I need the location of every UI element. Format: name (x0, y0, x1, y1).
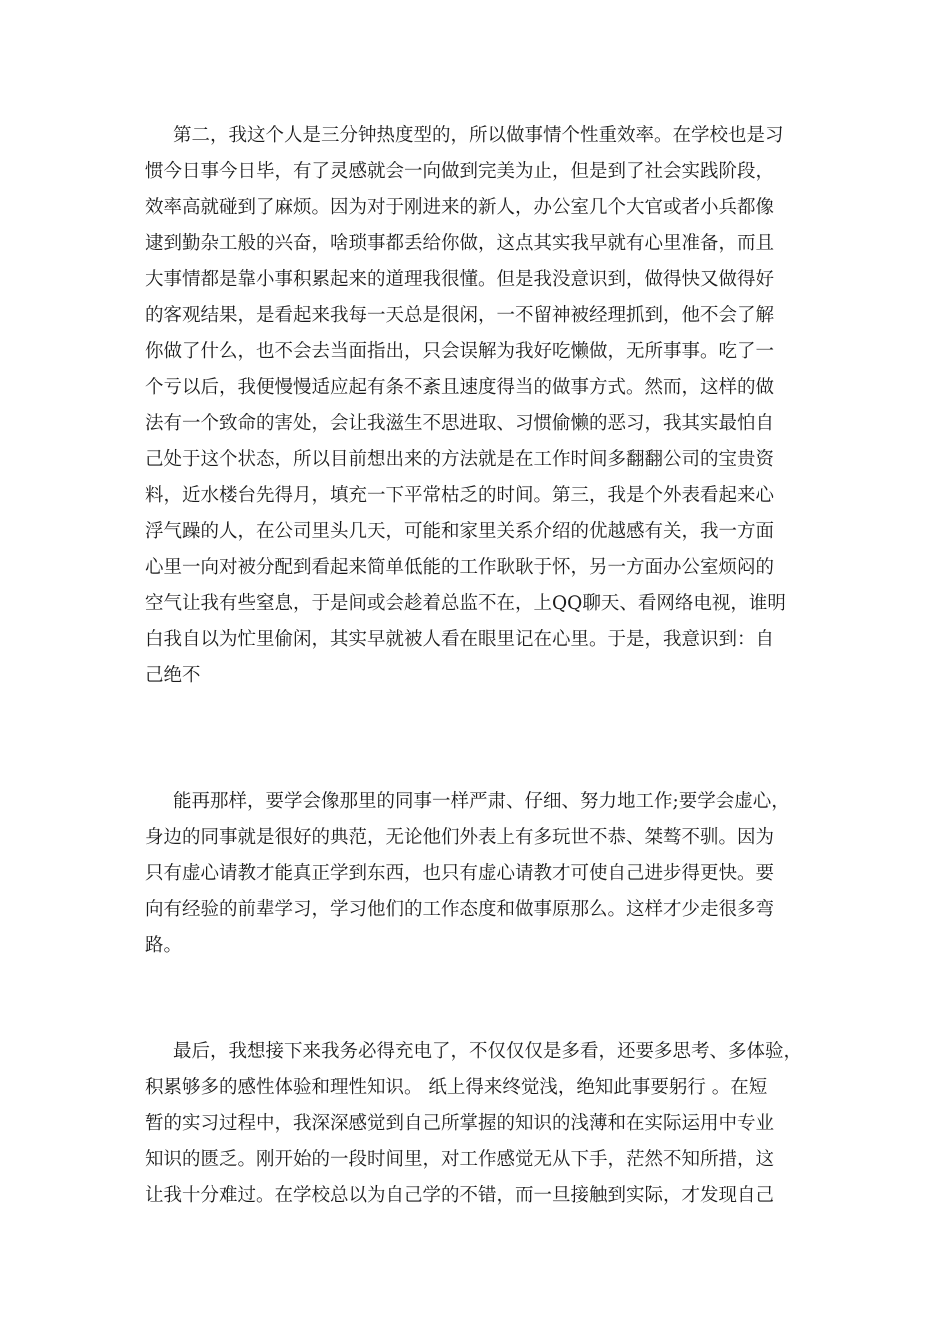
paragraph-line: 浮气躁的人，在公司里头几天，可能和家里关系介绍的优越感有关，我一方面 (145, 521, 775, 542)
paragraph-line: 大事情都是靠小事积累起来的道理我很懂。但是我没意识到，做得快又做得好 (145, 269, 775, 290)
paragraph-line: 法有一个致命的害处，会让我滋生不思进取、习惯偷懒的恶习，我其实最怕自 (145, 413, 775, 434)
paragraph-line: 向有经验的前辈学习，学习他们的工作态度和做事原那么。这样才少走很多弯 (145, 899, 775, 920)
paragraph-line: 只有虚心请教才能真正学到东西，也只有虚心请教才可使自己进步得更快。要 (145, 863, 775, 884)
paragraph-line: 能再那样，要学会像那里的同事一样严肃、仔细、努力地工作;要学会虚心， (173, 791, 790, 812)
paragraph-line: 惯今日事今日毕，有了灵感就会一向做到完美为止，但是到了社会实践阶段， (145, 161, 775, 182)
paragraph-line: 积累够多的感性体验和理性知识。 纸上得来终觉浅，绝知此事要躬行 。在短 (145, 1077, 768, 1098)
paragraph-line: 空气让我有些窒息，于是间或会趁着总监不在，上QQ聊天、看网络电视，谁明 (145, 593, 786, 614)
paragraph-line: 让我十分难过。在学校总以为自己学的不错，而一旦接触到实际，才发现自己 (145, 1185, 775, 1206)
paragraph-line: 白我自以为忙里偷闲，其实早就被人看在眼里记在心里。于是，我意识到：自 (145, 629, 775, 650)
paragraph-line: 效率高就碰到了麻烦。因为对于刚进来的新人，办公室几个大官或者小兵都像 (145, 197, 775, 218)
paragraph-line: 逮到勤杂工般的兴奋，啥琐事都丢给你做，这点其实我早就有心里准备，而且 (145, 233, 775, 254)
paragraph-line: 料，近水楼台先得月，填充一下平常枯乏的时间。第三，我是个外表看起来心 (145, 485, 775, 506)
paragraph-line: 你做了什么，也不会去当面指出，只会误解为我好吃懒做，无所事事。吃了一 (145, 341, 775, 362)
paragraph-line: 个亏以后，我便慢慢适应起有条不紊且速度得当的做事方式。然而，这样的做 (145, 377, 775, 398)
paragraph-line: 最后，我想接下来我务必得充电了，不仅仅仅是多看，还要多思考、多体验， (173, 1041, 803, 1062)
paragraph-line: 知识的匮乏。刚开始的一段时间里，对工作感觉无从下手，茫然不知所措，这 (145, 1149, 775, 1170)
paragraph-line: 的客观结果，是看起来我每一天总是很闲，一不留神被经理抓到，他不会了解 (145, 305, 775, 326)
paragraph-line: 第二，我这个人是三分钟热度型的，所以做事情个性重效率。在学校也是习 (173, 125, 784, 146)
paragraph-line: 己处于这个状态，所以目前想出来的方法就是在工作时间多翻翻公司的宝贵资 (145, 449, 775, 470)
paragraph-line: 身边的同事就是很好的典范，无论他们外表上有多玩世不恭、桀骜不驯。因为 (145, 827, 775, 848)
paragraph-line: 暂的实习过程中，我深深感觉到自己所掌握的知识的浅薄和在实际运用中专业 (145, 1113, 775, 1134)
paragraph-line: 己绝不 (145, 665, 201, 686)
paragraph-line: 路。 (145, 935, 183, 956)
paragraph-line: 心里一向对被分配到看起来简单低能的工作耿耿于怀，另一方面办公室烦闷的 (145, 557, 775, 578)
